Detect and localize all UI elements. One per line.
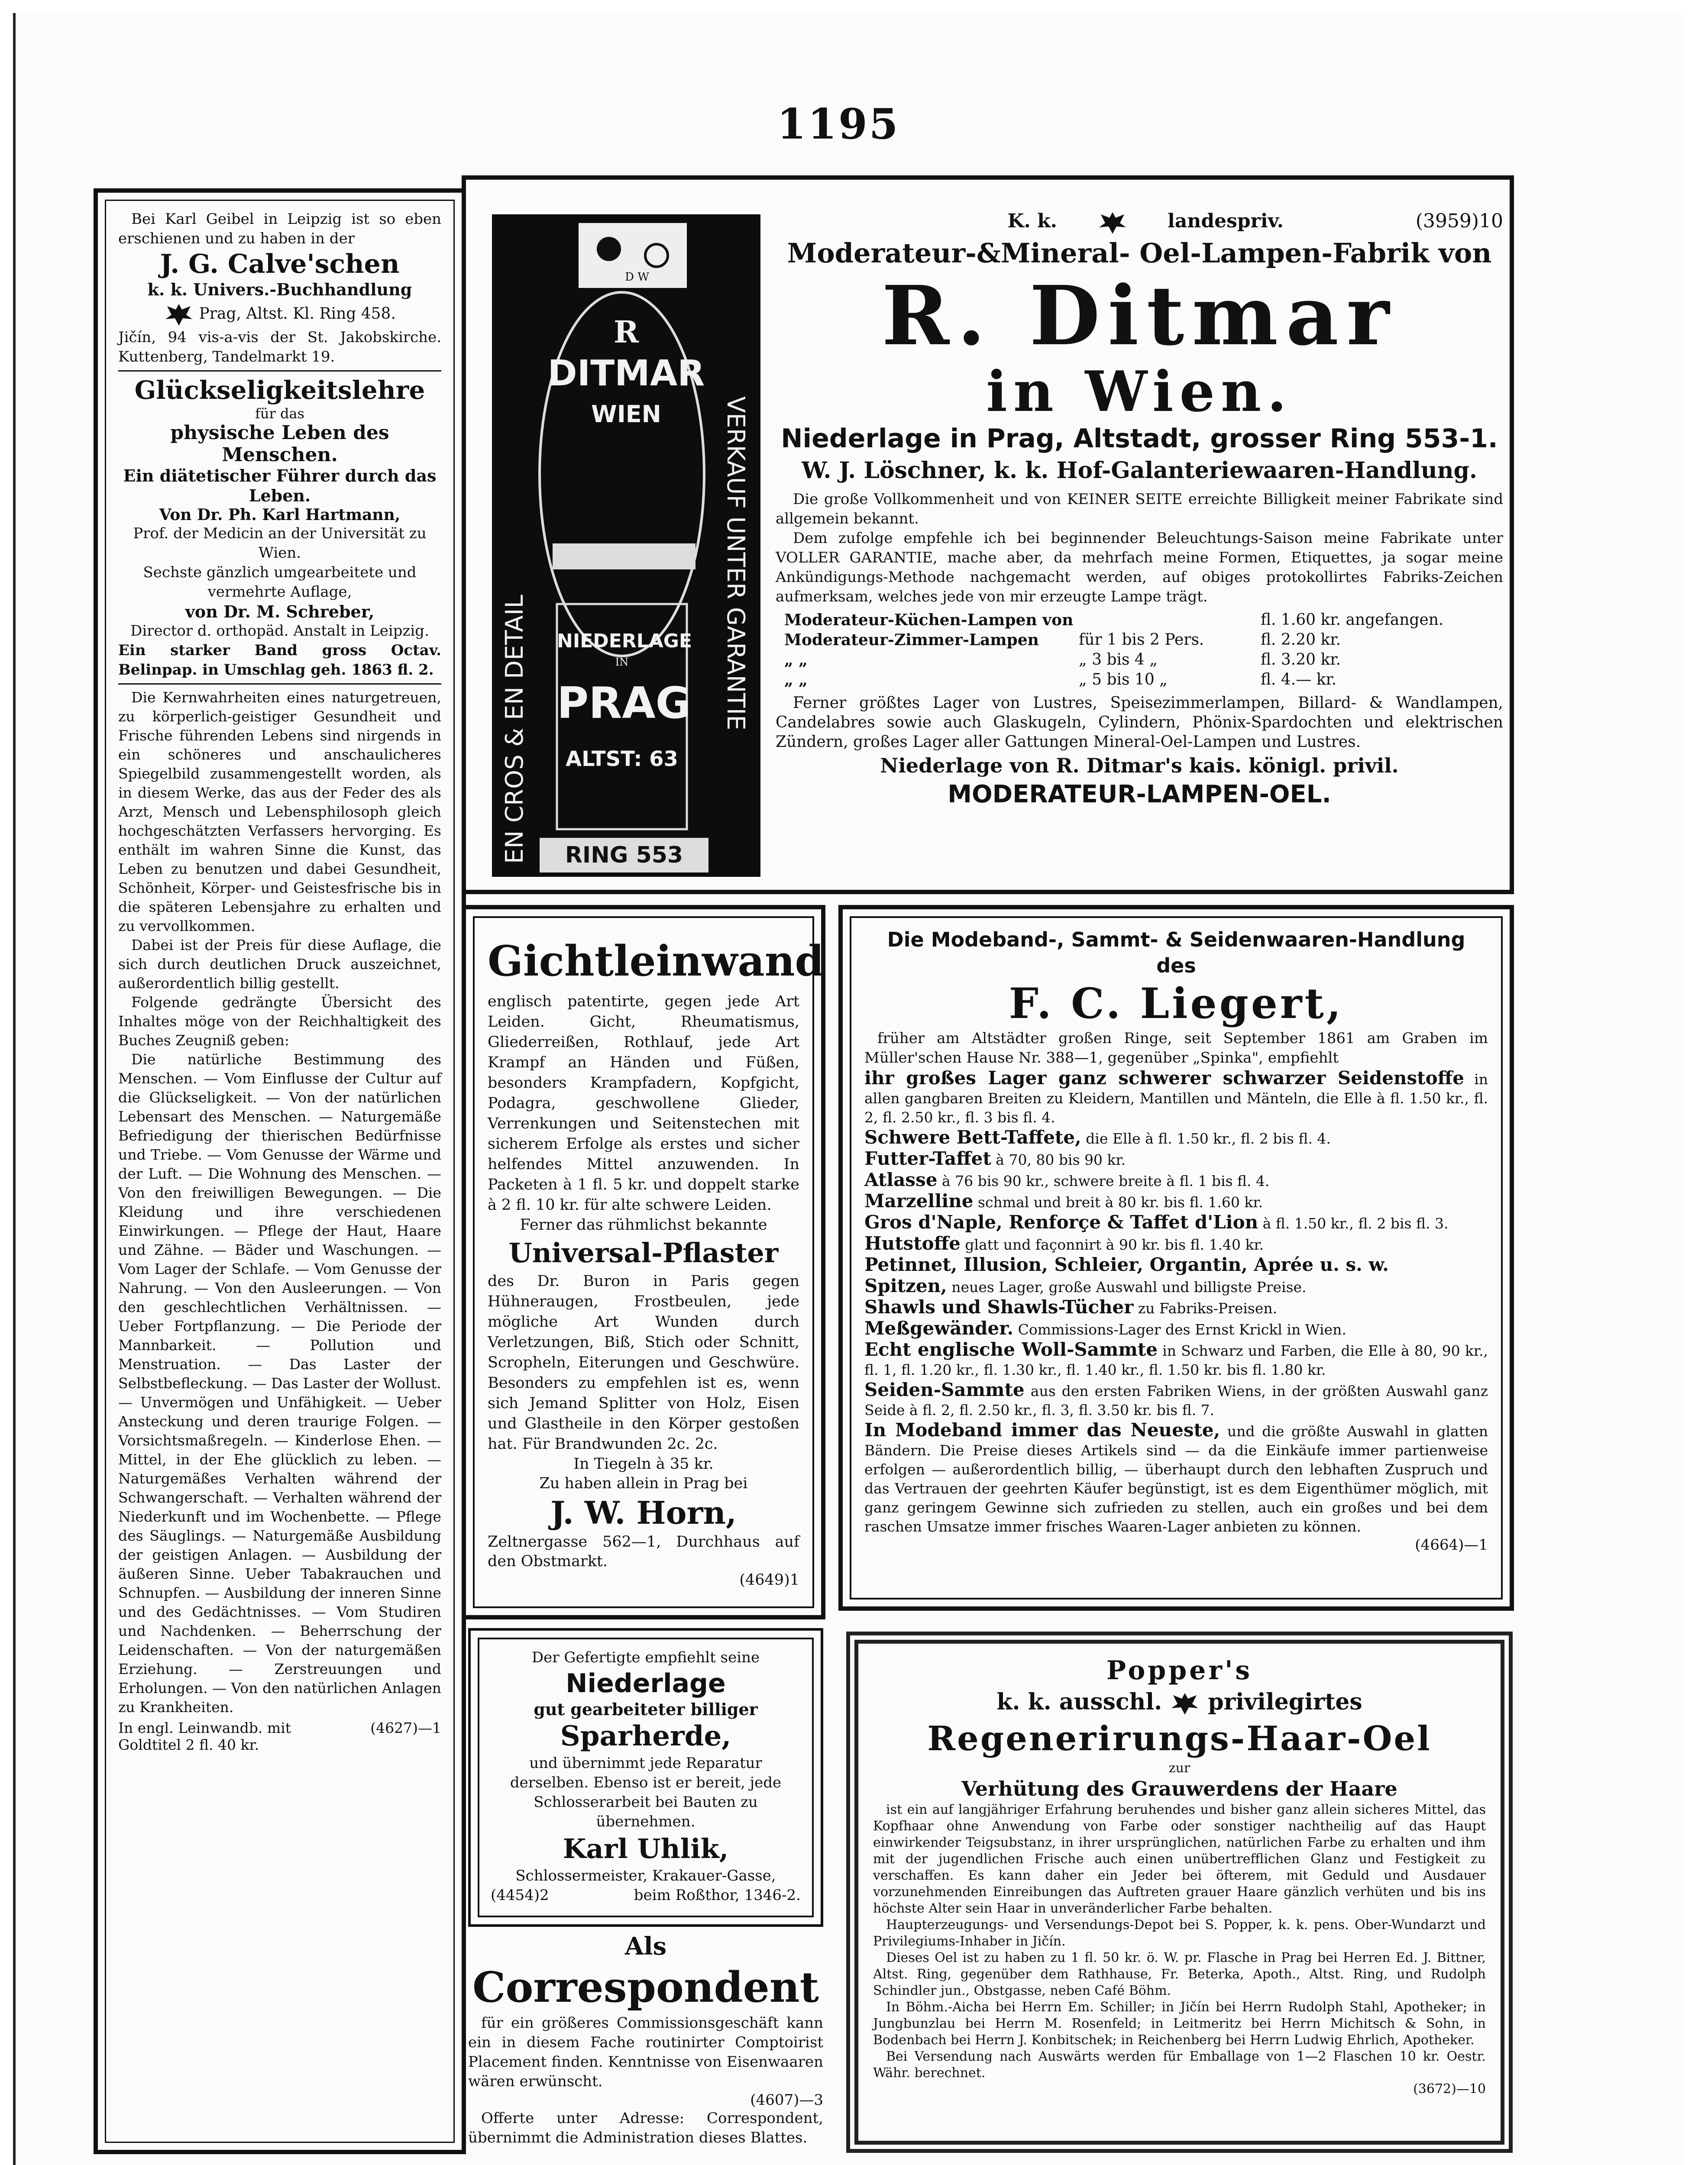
book-body-4: Die natürliche Bestimmung des Menschen. — Vom Einflusse der Cultur auf die Glückseligkeit. — Von der natürlichen Lebensart des Menschen. — Naturgemäße Befriedigung der thierischen Bedürfnisse und Triebe. — Vom Genusse der Wärme und der Luft. — Die Wohnung des Menschen. — Von den freiwilligen Bewegungen. — Die Kleidung und ihre verschiedenen Einwirkungen. — Pflege der Haut, Haare und Zähne. — Bäder und Waschungen. — Vom Lager der Schlafe. — Vom Genusse der Nahrung. — Von den Ausleerungen. — Von den geschlechtlichen Verhältnissen. — Ueber Fortpflanzung. — Die Periode der Mannbarkeit. — Pollution und Menstruation. — Das Laster der Selbstbefleckung. — Das Laster der Wollust. — Unvermögen und Unfähigkeit. — Ueber Ansteckung und deren traurige Folgen. — Vorsichtsmaßregeln. — Kinderlose Ehen. — Mittel, in der Ehe glücklich zu leben. — Naturgemäßes Verhalten während der Schwangerschaft. — Verhalten während der Niederkunft und im Wochenbette. — Pflege des Säuglings. — Naturgemäße Ausbildung der geistigen Anlagen. — Ausbildung der äußeren Sinne. Ueber Tabakrauchen und Schnupfen. — Ausbildung der inneren Sinne und des Gedächtnisses. — Vom Studiren und Nachdenken. — Beherrschung der Leidenschaften. — Von der naturgemäßen Erziehung. — Zerstreuungen und Erholungen. — Von den natürlichen Anlagen zu Krankheiten. — [118, 1051, 441, 1716]
liegert-item — [864, 1170, 1488, 1191]
nieder-body: und übernimmt jede Reparatur derselben. Ebenso ist er bereit, jede Schlosserarbeit bei Bauten zu übernehmen. — [510, 1755, 782, 1830]
liegert-item-title: Echt englische Woll-Sammte — [864, 1339, 1158, 1360]
popper-sale2: In Böhm.-Aicha bei Herrn Em. Schiller; in Jičín bei Herrn Rudolph Stahl, Apotheker; in Jungbunzlau bei Herrn M. Rosenfeld; in Leitmeritz bei Herrn Michitsch & Sohn, in Bodenbach bei Herrn J. Konbitschek; in Reichenberg bei Herrn Ludwig Ehrlich, Apotheker. — [873, 2000, 1486, 2048]
price-row-price: fl. 1.60 kr. angefangen. — [1261, 611, 1444, 629]
corr-als: Als — [624, 1932, 667, 1961]
liegert-item-title: Spitzen, — [864, 1275, 947, 1296]
book-ad-address — [118, 302, 441, 328]
ditmar-name: R. Ditmar — [881, 268, 1397, 364]
book-title-sub1: für das — [255, 405, 304, 422]
book-ad-address1: Prag, Altst. Kl. Ring 458. — [199, 305, 396, 323]
popper-sale: Dieses Oel ist zu haben zu 1 fl. 50 kr. ö. W. pr. Flasche in Prag bei Herren Ed. J. Bittner, Altst. Ring, gegenüber dem Rathhause, Fr. Beterka, Apoth., Altst. Ring, und Rudolph Schindler jun., Obstgasse, neben Café Böhm. — [873, 1950, 1486, 1998]
ditmar-landespriv: landespriv. — [1168, 210, 1284, 232]
gicht-ref: (4649)1 — [739, 1571, 799, 1589]
nieder-sub: gut gearbeiteter billiger — [534, 1700, 758, 1719]
price-row — [784, 650, 1503, 670]
nieder-addr: Schlossermeister, Krakauer-Gasse, — [515, 1867, 776, 1884]
gicht-addr: Zeltnergasse 562—1, Durchhaus auf den Obstmarkt. — [488, 1533, 799, 1570]
book-editor: von Dr. M. Schreber, — [185, 602, 375, 621]
liegert-advertisement — [838, 905, 1514, 1611]
book-editor-role: Director d. orthopäd. Anstalt in Leipzig. — [130, 622, 429, 640]
liegert-item — [864, 1069, 1488, 1127]
lamp-monogram: D W — [625, 271, 649, 284]
liegert-item — [864, 1255, 1488, 1276]
popper-zur: zur — [1168, 1761, 1190, 1776]
ditmar-p1: Die große Vollkommenheit und von KEINER SEITE erreichte Billigkeit meiner Fabrikate sind allgemein bekannt. — [776, 491, 1503, 527]
liegert-item — [864, 1128, 1488, 1148]
popper-haar-oel-advertisement — [838, 1624, 1520, 2161]
price-row-price: fl. 4.— kr. — [1261, 671, 1337, 688]
corr-body: für ein größeres Commissionsgeschäft kann ein in diesem Fache routinirter Comptoirist Placement finden. Kenntnisse von Eisenwaaren wären erwünscht. — [468, 2014, 823, 2090]
book-ref: (4627)—1 — [370, 1719, 441, 1736]
liegert-item-text: in Schwarz und Farben, die Elle à 80, 90 kr., fl. 1, fl. 1.20 kr., fl. 1.30 kr., fl. 1.40 kr., fl. 1.50 kr. bis fl. 1.80 kr. — [864, 1342, 1488, 1378]
liegert-intro: früher am Altstädter großen Ringe, seit September 1861 am Graben im Müller'schen Hause Nr. 388—1, gegenüber „Spinka", empfiehlt — [864, 1030, 1488, 1066]
nieder-title2: Sparherde, — [560, 1720, 731, 1752]
liegert-item-title: Marzelline — [864, 1190, 974, 1212]
liegert-item-text: glatt und façonnirt à 90 kr. bis fl. 1.40 kr. — [965, 1236, 1264, 1253]
popper-ship: Bei Versendung nach Auswärts werden für Emballage von 1—2 Flaschen 10 kr. Oestr. Währ. berechnet. — [873, 2049, 1486, 2081]
ditmar-p3: Ferner größtes Lager von Lustres, Speisezimmerlampen, Billard- & Wandlampen, Candelabres sowie auch Glaskugeln, Cylindern, Phönix-Spardochten und elektrischen Zündern, großes Lager aller Gattungen Mineral-Oel-Lampen und Lustres. — [776, 694, 1503, 751]
ditmar-dealer: W. J. Löschner, k. k. Hof-Galanteriewaaren-Handlung. — [802, 457, 1477, 484]
ditmar-p4: Niederlage von R. Ditmar's kais. königl. privil. — [880, 754, 1399, 777]
gicht-body1: englisch patentirte, gegen jede Art Leiden. Gicht, Rheumatismus, Gliederreißen, Rothlauf, jede Art Krampf an Händen und Füßen, besonders Krampfadern, Kopfgicht, Podagra, geschwollene Glieder, Verrenkungen und Seitenstechen mit sicherem Erfolge als erstes und sicher helfendes Mittel anzuwenden. In Packeten à 1 fl. 5 kr. und doppelt starke à 2 fl. 10 kr. für alte schwere Leiden. — [488, 993, 799, 1214]
nieder-ref: (4454)2 — [491, 1887, 549, 1904]
gicht-body5: Zu haben allein in Prag bei — [539, 1475, 748, 1492]
liegert-item — [864, 1340, 1488, 1380]
ditmar-price-list — [784, 610, 1503, 690]
corr-ref: (4607)—3 — [750, 2091, 823, 2109]
book-ad-intro: Bei Karl Geibel in Leipzig ist so eben erschienen und zu haben in der — [118, 210, 441, 247]
ditmar-ref: (3959)10 — [1415, 210, 1503, 232]
ditmar-kk: K. k. — [1007, 210, 1057, 232]
lamp-label-in: IN — [615, 656, 629, 668]
correspondent-advertisement — [468, 1931, 823, 2165]
ditmar-p5: MODERATEUR-LAMPEN-OEL. — [948, 780, 1331, 808]
book-author: Von Dr. Ph. Karl Hartmann, — [159, 506, 401, 524]
liegert-item — [864, 1319, 1488, 1339]
liegert-item-title: Meßgewänder. — [864, 1318, 1014, 1339]
popper-body: ist ein auf langjähriger Erfahrung beruhendes und bisher ganz allein sicheres Mittel, das Kopfhaar ohne Anwendung von Farbe oder sonstiger nachtheilig auf das Haupt einwirkender Teigsubstanz, in ihrer ursprünglichen, natürlichen Farbe zu erhalten und ihm mit der jugendlichen Frische auch einen unübertrefflichen Glanz und Festigkeit zu verschaffen. Es kann daher ein Jeder bei öfterem, mit Geduld und Ausdauer vorzunehmenden Einreibungen das Auftreten grauer Haare gänzlich verhüten und bis ins höchste Alter sein Haar in unveränderlicher Farbe behalten. — [873, 1802, 1486, 1916]
liegert-item-text: zu Fabriks-Preisen. — [1138, 1300, 1278, 1317]
popper-title: Regenerirungs-Haar-Oel — [927, 1719, 1432, 1758]
liegert-head: Die Modeband-, Sammt- & Seidenwaaren-Handlung des — [887, 928, 1465, 977]
gicht-seller: J. W. Horn, — [550, 1494, 737, 1531]
nieder-title: Niederlage — [566, 1668, 726, 1699]
lamp-label-altst: ALTST: 63 — [566, 747, 678, 771]
double-eagle-icon — [1097, 210, 1128, 236]
book-author-role: Prof. der Medicin an der Universität zu Wien. — [133, 525, 427, 562]
book-title: Glückseligkeitslehre — [134, 375, 425, 405]
ditmar-headline: Moderateur-&Mineral- Oel-Lampen-Fabrik von — [787, 237, 1492, 269]
corr-title: Correspondent — [472, 1963, 819, 2012]
popper-ref: (3672)—10 — [1413, 2081, 1486, 2097]
book-edition: Sechste gänzlich umgearbeitete und vermehrte Auflage, — [143, 564, 417, 601]
book-ad-address2: Jičín, 94 vis-a-vis der St. Jakobskirche. Kuttenberg, Tandelmarkt 19. — [118, 329, 441, 365]
price-row-price: fl. 3.20 kr. — [1261, 651, 1341, 669]
liegert-item-title: Seiden-Sammte — [864, 1379, 1025, 1400]
divider — [118, 683, 441, 685]
liegert-item-text: à fl. 1.50 kr., fl. 2 bis fl. 3. — [1262, 1215, 1449, 1232]
gichtleinwand-advertisement — [462, 905, 825, 1619]
popper-purpose: Verhütung des Grauwerdens der Haare — [961, 1777, 1397, 1800]
liegert-ref: (4664)—1 — [1415, 1536, 1488, 1554]
price-row-item: „ „ — [784, 651, 808, 669]
liegert-item-text: à 76 bis 90 kr., schwere breite à fl. 1 bis fl. 4. — [941, 1173, 1270, 1189]
lamp-label-wien: WIEN — [591, 401, 661, 428]
liegert-item-title: In Modeband immer das Neueste, — [864, 1419, 1220, 1441]
liegert-item-text: à 70, 80 bis 90 kr. — [996, 1151, 1126, 1168]
lamp-illustration — [492, 214, 760, 877]
liegert-item-title: Petinnet, Illusion, Schleier, Organtin, Aprée u. s. w. — [864, 1254, 1389, 1275]
liegert-item-text: aus den ersten Fabriken Wiens, in der größten Auswahl ganz Seide à fl. 2, fl. 2.50 kr., fl. 3, fl. 3.50 kr. bis fl. 7. — [864, 1383, 1488, 1419]
liegert-item — [864, 1421, 1488, 1536]
gicht-title2: Universal-Pflaster — [508, 1237, 779, 1269]
price-row-price: fl. 2.20 kr. — [1261, 631, 1341, 649]
book-price: In engl. Leinwandb. mit Goldtitel 2 fl. 40 kr. — [118, 1719, 291, 1753]
popper-depot: Haupterzeugungs- und Versendungs-Depot bei S. Popper, k. k. pens. Ober-Wundarzt und Privilegiums-Inhaber in Jičín. — [873, 1917, 1486, 1949]
price-row-spec: für 1 bis 2 Pers. — [1079, 631, 1204, 649]
price-row-spec: „ 5 bis 10 „ — [1079, 671, 1168, 688]
lamp-label-r: R — [613, 314, 639, 350]
ditmar-lamp-advertisement — [462, 175, 1514, 894]
liegert-item-title: Gros d'Naple, Renforçe & Taffet d'Lion — [864, 1212, 1258, 1233]
nieder-intro: Der Gefertigte empfiehlt seine — [531, 1649, 760, 1666]
book-body-2: Dabei ist der Preis für diese Auflage, die sich durch deutlichen Druck auszeichnet, außerordentlich billig gestellt. — [118, 937, 441, 992]
price-row — [784, 670, 1503, 690]
book-volume: Ein starker Band gross Octav. Belinpap. in Umschlag geh. 1863 fl. 2. — [118, 642, 441, 679]
liegert-item — [864, 1213, 1488, 1233]
price-row-item: Moderateur-Zimmer-Lampen — [784, 631, 1039, 649]
double-eagle-icon — [164, 302, 194, 328]
price-row-item: Moderateur-Küchen-Lampen von — [784, 611, 1074, 629]
gicht-title: Gichtleinwand — [488, 937, 824, 986]
page-number: 1195 — [777, 100, 900, 149]
liegert-item-text: und die größte Auswahl in glatten Bändern. Die Preise dieses Artikels sind — da die Einkäufe immer partienweise erfolgen — außerordentlich billig, — überhaupt durch den lebhaften Zuspruch und das Vertrauen der geehrten Käufer begünstigt, ist es dem Eigenthümer möglich, mit ganz geringem Gewinne sich zufrieden zu stellen, auch ein großes und bei dem raschen Umsatze immer frisches Waaren-Lager anbieten zu können. — [864, 1423, 1488, 1535]
lamp-label-prag: PRAG — [557, 678, 691, 728]
sparherde-advertisement — [468, 1628, 823, 1927]
book-subtitle: Ein diätetischer Führer durch das Leben. — [123, 466, 437, 505]
nieder-name: Karl Uhlik, — [563, 1833, 729, 1864]
price-row — [784, 630, 1503, 650]
liegert-item-title: Atlasse — [864, 1169, 938, 1190]
lamp-label-ditmar: DITMAR — [547, 353, 705, 394]
liegert-item-text: Commissions-Lager des Ernst Krickl in Wien. — [1018, 1321, 1346, 1338]
divider — [118, 370, 441, 372]
liegert-item-list — [864, 1069, 1488, 1536]
price-row-spec — [1079, 610, 1261, 630]
popper-name: Popper's — [1106, 1655, 1253, 1686]
ditmar-city: in Wien. — [986, 359, 1293, 424]
liegert-item-title: Schwere Bett-Taffete, — [864, 1127, 1081, 1148]
corr-offer: Offerte unter Adresse: Correspondent, übernimmt die Administration dieses Blattes. — [468, 2110, 823, 2146]
ditmar-p2: Dem zufolge empfehle ich bei beginnender Beleuchtungs-Saison meine Fabrikate unter VOLLER GARANTIE, mache aber, da mehrfach meine Formen, Etiquettes, ja sogar meine Ankündigungs-Methode nachgemacht werden, auf obiges protokollirtes Fabriks-Zeichen aufmerksam, welches jede von mir erzeugte Lampe trägt. — [776, 530, 1503, 605]
newspaper-page — [13, 13, 1683, 2165]
gicht-body4: In Tiegeln à 35 kr. — [573, 1455, 714, 1473]
liegert-item-title: ihr großes Lager ganz schwerer schwarzer Seidenstoffe — [864, 1067, 1464, 1089]
price-row-item: „ „ — [784, 671, 808, 689]
liegert-item — [864, 1192, 1488, 1212]
liegert-item-text: in allen gangbaren Breiten zu Kleidern, Mantillen und Mänteln, die Elle à fl. 1.50 kr., fl. 2, fl. 2.50 kr., fl. 3 bis fl. 4. — [864, 1071, 1488, 1126]
liegert-item-text: neues Lager, große Auswahl und billigste Preise. — [951, 1279, 1307, 1296]
gicht-body3: des Dr. Buron in Paris gegen Hühneraugen, Frostbeulen, jede mögliche Art Wunden durch Verletzungen, Biß, Stich oder Schnitt, Scropheln, Eiterungen und Geschwüre. Besonders zu empfehlen ist es, wenn sich Jemand Splitter von Holz, Eisen und Glastheile in den Körper gestoßen hat. Für Brandwunden 2c. 2c. — [488, 1273, 799, 1453]
gicht-body2: Ferner das rühmlichst bekannte — [520, 1216, 767, 1234]
liegert-item — [864, 1234, 1488, 1254]
book-body-1: Die Kernwahrheiten eines naturgetreuen, zu körperlich-geistiger Gesundheit und Frische führenden Lebens sind nirgends in ein schöneres und anschaulicheres Spiegelbild zusammengestellt worden, als in diesem Werke, das aus der Feder des als Arzt, Mensch und Lebensphilosoph gleich hochgeschätzten Verfassers hervorging. Es enthält im wahren Sinne die Kunst, das Leben zu benutzen und dabei Gesundheit, Schönheit, Körper- und Geistesfrische bis in die späteren Lebensjahre zu erhalten und zu vervollkommen. — [118, 689, 441, 934]
price-row-spec: „ 3 bis 4 „ — [1079, 651, 1158, 669]
liegert-item — [864, 1298, 1488, 1318]
lamp-label-niederlage: NIEDERLAGE — [557, 630, 692, 652]
book-ad-firm: J. G. Calve'schen — [160, 249, 400, 279]
liegert-item-title: Hutstoffe — [864, 1233, 961, 1254]
book-title-sub2: physische Leben des Menschen. — [170, 422, 389, 466]
popper-sub1: k. k. ausschl. — [996, 1689, 1162, 1715]
liegert-name: F. C. Liegert, — [1009, 979, 1344, 1028]
book-body-3: Folgende gedrängte Übersicht des Inhaltes möge von der Reichhaltigkeit des Buches Zeugniß geben: — [118, 994, 441, 1049]
lamp-side-right: VERKAUF UNTER GARANTIE — [721, 396, 750, 730]
book-ad-firm-sub: k. k. Univers.-Buchhandlung — [147, 280, 412, 299]
liegert-item — [864, 1380, 1488, 1420]
liegert-item-text: die Elle à fl. 1.50 kr., fl. 2 bis fl. 4. — [1086, 1130, 1331, 1147]
liegert-item-text: schmal und breit à 80 kr. bis fl. 1.60 kr. — [978, 1194, 1263, 1211]
liegert-item — [864, 1276, 1488, 1297]
liegert-item — [864, 1149, 1488, 1170]
ditmar-text — [776, 210, 1503, 885]
nieder-addr2: beim Roßthor, 1346-2. — [634, 1887, 801, 1904]
lamp-label-ring: RING 553 — [565, 842, 683, 868]
popper-sub2: privilegirtes — [1208, 1689, 1362, 1715]
double-eagle-icon — [1170, 1691, 1200, 1717]
lamp-side-left: EN CROS & EN DETAIL — [501, 595, 529, 864]
price-row — [784, 610, 1503, 630]
book-advertisement — [94, 188, 466, 2154]
ditmar-depot: Niederlage in Prag, Altstadt, grosser Ring 553-1. — [781, 423, 1498, 454]
liegert-item-title: Shawls und Shawls-Tücher — [864, 1296, 1134, 1318]
liegert-item-title: Futter-Taffet — [864, 1148, 991, 1169]
